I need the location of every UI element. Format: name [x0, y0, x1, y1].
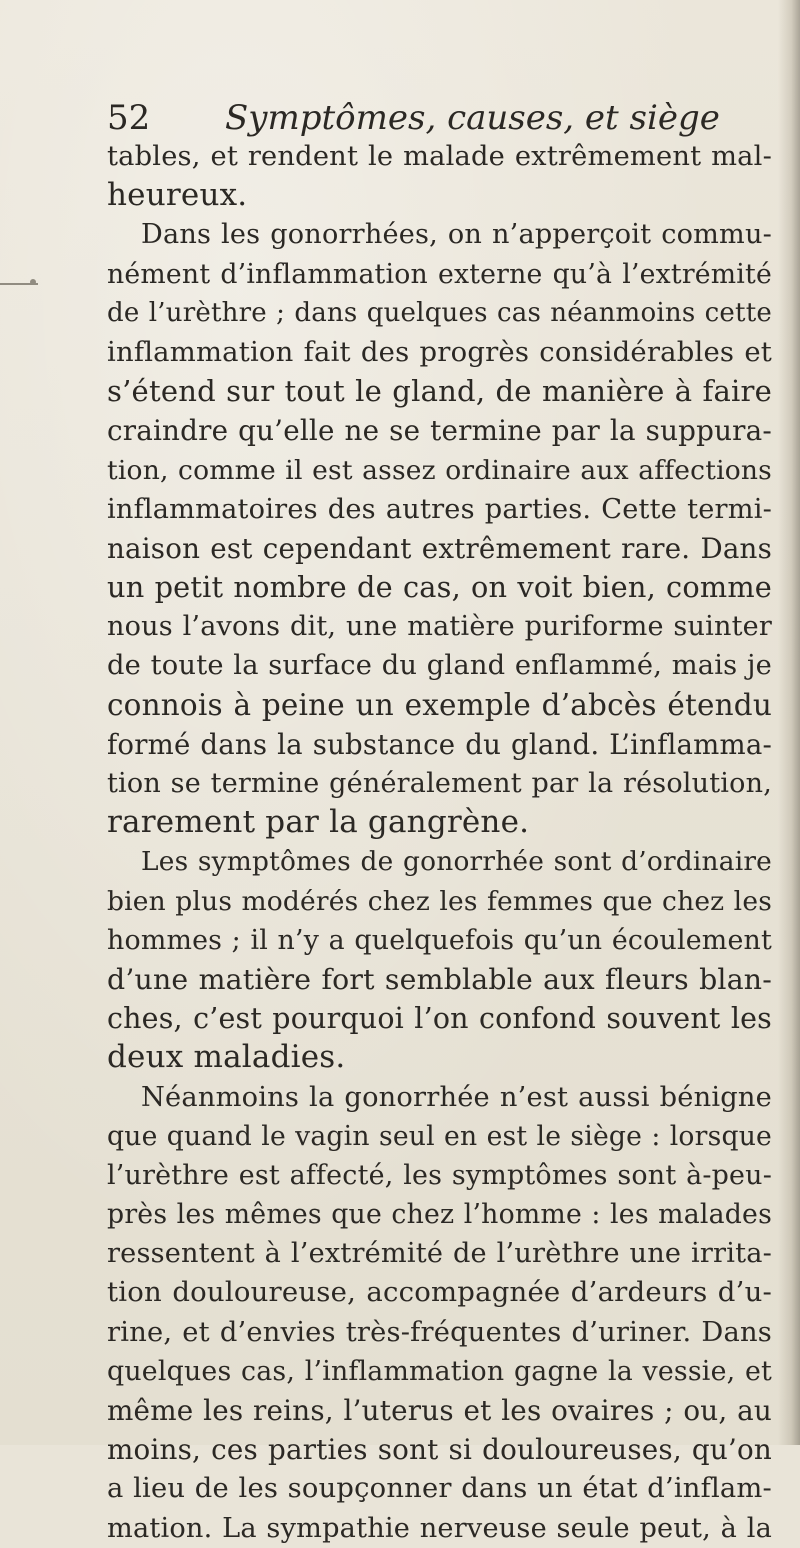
text-line: quelques cas, l’inflammation gagne la vessie, et: [107, 1355, 772, 1387]
page-number: 52: [107, 98, 151, 138]
text-line: Dans les gonorrhées, on n’apperçoit commu-: [141, 219, 772, 251]
text-line: que quand le vagin seul en est le siège : lorsque: [107, 1120, 772, 1152]
text-line: tion, comme il est assez ordinaire aux affections: [107, 454, 772, 486]
text-line: près les mêmes que chez l’homme : les malades: [107, 1199, 772, 1231]
text-line: naison est cependant extrêmement rare. Dans: [107, 531, 772, 565]
text-line: formé dans la substance du gland. L’inflamma-: [107, 727, 772, 761]
text-line: connois à peine un exemple d’abcès étendu: [107, 687, 772, 722]
text-line: bien plus modérés chez les femmes que chez les: [107, 885, 772, 917]
text-line: heureux.: [107, 177, 248, 214]
body-text: [107, 137, 772, 1548]
text-line: inflammation fait des progrès considérables et: [107, 336, 772, 368]
text-line: nément d’inflammation externe qu’à l’extrémité: [107, 258, 772, 290]
text-line: inflammatoires des autres parties. Cette termi-: [107, 493, 772, 525]
text-line: mation. La sympathie nerveuse seule peut, à la: [107, 1512, 772, 1544]
page-header: [107, 98, 767, 138]
text-line: tion se termine généralement par la résolution,: [107, 768, 772, 799]
text-line: deux maladies.: [107, 1039, 346, 1076]
text-line: a lieu de les soupçonner dans un état d’inflam-: [107, 1473, 772, 1505]
text-line: ressentent à l’extrémité de l’urèthre une irrita-: [107, 1238, 772, 1270]
text-line: un petit nombre de cas, on voit bien, comme: [107, 570, 772, 605]
text-line: l’urèthre est affecté, les symptômes sont à-peu-: [107, 1159, 772, 1191]
text-line: tion douloureuse, accompagnée d’ardeurs d’u-: [107, 1276, 772, 1309]
text-line: ches, c’est pourquoi l’on confond souvent les: [107, 1002, 772, 1036]
text-line: moins, ces parties sont si douloureuses, qu’on: [107, 1433, 772, 1467]
text-line: de toute la surface du gland enflammé, mais je: [107, 650, 772, 682]
text-line: Les symptômes de gonorrhée sont d’ordinaire: [141, 846, 772, 878]
text-line: Néanmoins la gonorrhée n’est aussi bénigne: [141, 1081, 772, 1113]
text-line: craindre qu’elle ne se termine par la suppura-: [107, 414, 772, 448]
margin-mark: [0, 283, 38, 285]
text-line: même les reins, l’uterus et les ovaires ; ou, au: [107, 1394, 772, 1427]
text-line: nous l’avons dit, une matière puriforme suinter: [107, 611, 772, 643]
text-line: de l’urèthre ; dans quelques cas néanmoins cette: [107, 297, 772, 328]
text-line: tables, et rendent le malade extrêmement mal-: [107, 141, 772, 172]
text-line: s’étend sur tout le gland, de manière à faire: [107, 374, 772, 409]
text-line: d’une matière fort semblable aux fleurs blan-: [107, 962, 772, 996]
text-line: rarement par la gangrène.: [107, 804, 530, 841]
page-edge-shadow: [778, 0, 800, 1445]
running-title: Symptômes, causes, et siège: [225, 98, 720, 138]
text-line: rine, et d’envies très-fréquentes d’uriner. Dans: [107, 1316, 772, 1348]
text-line: hommes ; il n’y a quelquefois qu’un écoulement: [107, 924, 772, 956]
